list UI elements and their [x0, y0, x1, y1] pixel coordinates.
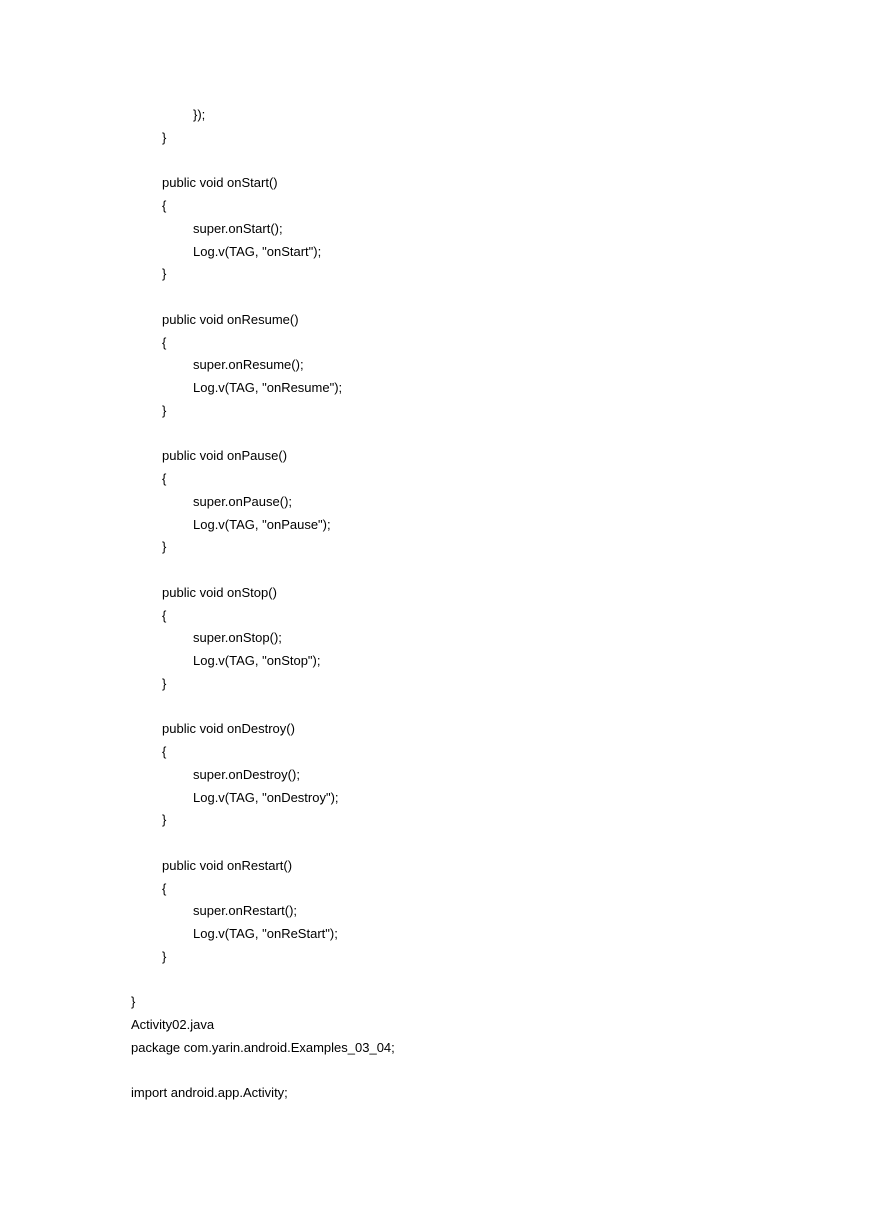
blank-line: [131, 559, 395, 582]
blank-line: [131, 832, 395, 855]
code-line: Log.v(TAG, "onStop");: [193, 653, 321, 668]
code-line: Log.v(TAG, "onStart");: [193, 243, 322, 259]
code-line: super.onStart();: [193, 220, 283, 236]
code-line: {: [162, 471, 167, 486]
blank-line: [131, 696, 395, 719]
code-line: super.onStop();: [193, 630, 282, 646]
code-line: public void onPause(): [162, 448, 288, 464]
code-line: super.onDestroy();: [193, 766, 300, 782]
blank-line: [131, 423, 395, 446]
code-line: }: [162, 812, 167, 828]
code-line: public void onStop(): [162, 584, 277, 600]
code-line: {: [162, 607, 167, 623]
code-line: package com.yarin.android.Examples_03_04;: [131, 1039, 395, 1055]
code-line: }: [162, 948, 167, 964]
code-line: }: [162, 675, 167, 691]
code-line: Log.v(TAG, "onDestroy");: [193, 789, 339, 805]
code-line: }: [162, 539, 167, 555]
code-line: public void onDestroy(): [162, 721, 295, 737]
blank-line: [131, 969, 395, 992]
code-line: public void onRestart(): [162, 857, 293, 873]
code-line: Activity02.java: [131, 1017, 215, 1032]
code-line: }: [131, 994, 136, 1010]
code-line: Log.v(TAG, "onResume");: [193, 380, 343, 395]
code-line: public void onResume(): [162, 311, 299, 327]
blank-line: [131, 150, 395, 173]
code-line: {: [162, 744, 167, 759]
code-line: }: [162, 129, 167, 145]
blank-line: [131, 1060, 395, 1083]
code-line: import android.app.Activity;: [131, 1085, 288, 1101]
code-line: {: [162, 198, 167, 213]
code-line: {: [162, 334, 167, 350]
code-line: public void onStart(): [162, 175, 278, 191]
code-line: {: [162, 880, 167, 896]
code-line: Log.v(TAG, "onReStart");: [193, 926, 338, 941]
code-line: });: [193, 107, 206, 122]
code-line: super.onPause();: [193, 493, 293, 509]
code-line: Log.v(TAG, "onPause");: [193, 516, 331, 532]
code-line: }: [162, 266, 167, 282]
code-listing: [131, 104, 395, 1105]
blank-line: [131, 286, 395, 309]
code-line: super.onRestart();: [193, 903, 298, 919]
code-line: }: [162, 402, 167, 418]
code-line: super.onResume();: [193, 357, 304, 373]
